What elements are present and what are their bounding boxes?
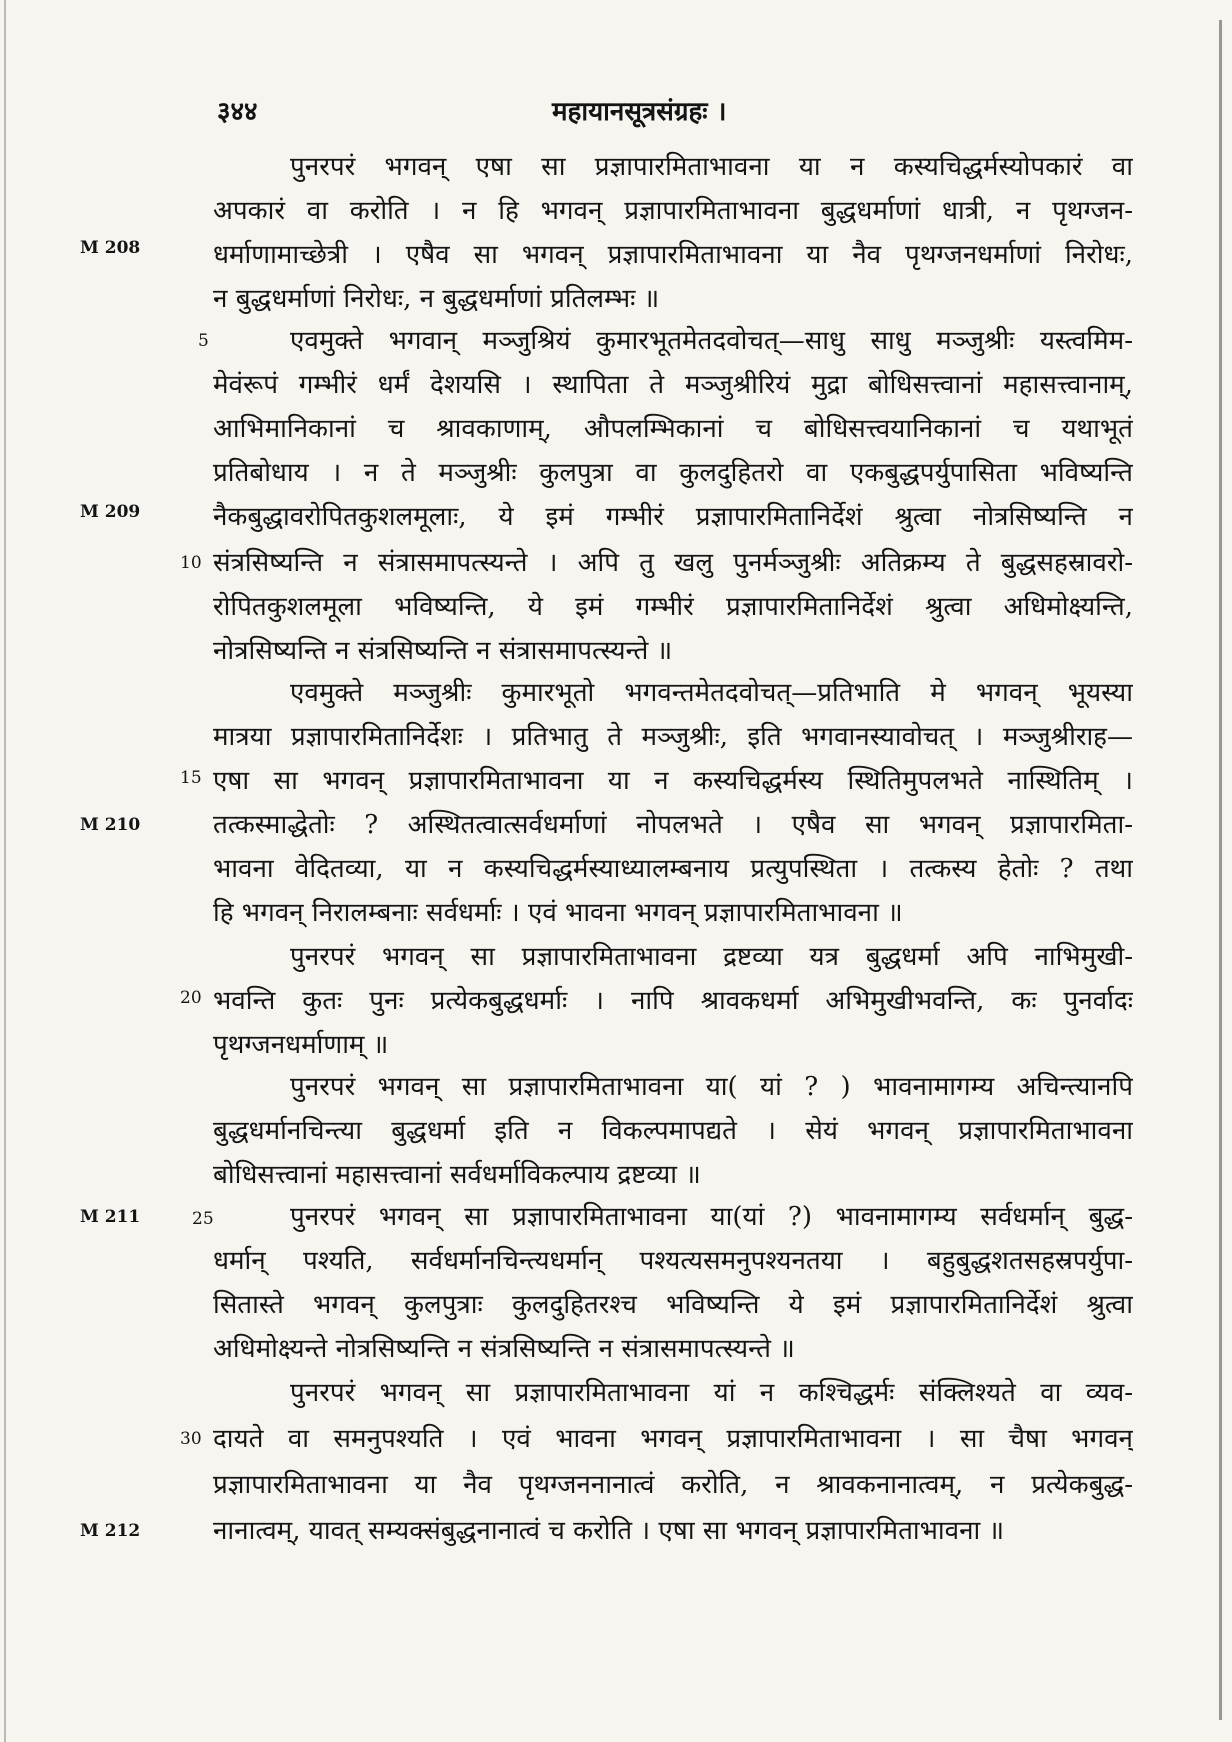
- text-line: आभिमानिकानां च श्रावकाणाम्, औपलम्भिकानां च बोधिसत्त्वयानिकानां च यथाभूतं: [213, 414, 1133, 444]
- line-number-5: 5: [198, 331, 209, 351]
- page-header: [0, 92, 1232, 132]
- text-line: अधिमोक्ष्यन्ते नोत्रसिष्यन्ति न संत्रसिष्यन्ति न संत्रासमापत्स्यन्ते ॥: [213, 1334, 795, 1364]
- text-line: नोत्रसिष्यन्ति न संत्रसिष्यन्ति न संत्रासमापत्स्यन्ते ॥: [213, 636, 673, 666]
- text-line: मेवंरूपं गम्भीरं धर्मं देशयसि । स्थापिता ते मञ्जुश्रीरियं मुद्रा बोधिसत्त्वानां महासत्त्वानाम्,: [213, 370, 1133, 400]
- text-line: एवमुक्ते मञ्जुश्रीः कुमारभूतो भगवन्तमेतदवोचत्—प्रतिभाति मे भगवन् भूयस्या: [290, 678, 1133, 708]
- text-line: पृथग्जनधर्माणाम् ॥: [213, 1030, 389, 1060]
- text-line: नानात्वम्, यावत् सम्यक्संबुद्धनानात्वं च करोति । एषा सा भगवन् प्रज्ञापारमिताभावना ॥: [213, 1516, 1005, 1546]
- text-line: एवमुक्ते भगवान् मञ्जुश्रियं कुमारभूतमेतदवोचत्—साधु साधु मञ्जुश्रीः यस्त्वमिम-: [290, 326, 1133, 356]
- page-edge-left: [4, 0, 6, 1742]
- line-number-15: 15: [180, 768, 202, 788]
- text-line: धर्मान् पश्यति, सर्वधर्मानचिन्त्यधर्मान् पश्यत्यसमनुपश्यनतया । बहुबुद्धशतसहस्रपर्युपा-: [213, 1246, 1133, 1276]
- text-line: रोपितकुशलमूला भविष्यन्ति, ये इमं गम्भीरं प्रज्ञापारमितानिर्देशं श्रुत्वा अधिमोक्ष्यन्ति,: [213, 592, 1133, 622]
- line-number-10: 10: [180, 553, 202, 573]
- text-line: दायते वा समनुपश्यति । एवं भावना भगवन् प्रज्ञापारमिताभावना । सा चैषा भगवन्: [213, 1424, 1133, 1454]
- text-line: पुनरपरं भगवन् सा प्रज्ञापारमिताभावना या( यां ? ) भावनामागम्य अचिन्त्यानपि: [290, 1072, 1133, 1102]
- text-line: नैकबुद्धावरोपितकुशलमूलाः, ये इमं गम्भीरं प्रज्ञापारमितानिर्देशं श्रुत्वा नोत्रसिष्यन्ति न: [213, 502, 1133, 532]
- text-line: पुनरपरं भगवन् एषा सा प्रज्ञापारमिताभावना या न कस्यचिद्धर्मस्योपकारं वा: [290, 152, 1133, 182]
- text-line: एषा सा भगवन् प्रज्ञापारमिताभावना या न कस्यचिद्धर्मस्य स्थितिमुपलभते नास्थितिम् ।: [213, 766, 1133, 796]
- text-line: अपकारं वा करोति । न हि भगवन् प्रज्ञापारमिताभावना बुद्धधर्माणां धात्री, न पृथग्जन-: [213, 196, 1133, 226]
- text-line: न बुद्धधर्माणां निरोधः, न बुद्धधर्माणां प्रतिलम्भः ॥: [213, 284, 660, 314]
- line-number-30: 30: [180, 1429, 202, 1449]
- margin-ref-m212: M 212: [80, 1521, 141, 1541]
- text-line: प्रतिबोधाय । न ते मञ्जुश्रीः कुलपुत्रा वा कुलदुहितरो वा एकबुद्धपर्युपासिता भविष्यन्ति: [213, 458, 1133, 488]
- text-line: हि भगवन् निरालम्बनाः सर्वधर्माः । एवं भावना भगवन् प्रज्ञापारमिताभावना ॥: [213, 898, 903, 928]
- text-line: बोधिसत्त्वानां महासत्त्वानां सर्वधर्माविकल्पाय द्रष्टव्या ॥: [213, 1160, 701, 1190]
- page-number: ३४४: [217, 97, 258, 127]
- margin-ref-m211: M 211: [80, 1207, 141, 1227]
- running-title: महायानसूत्रसंग्रहः ।: [552, 97, 727, 127]
- text-line: प्रज्ञापारमिताभावना या नैव पृथग्जननानात्वं करोति, न श्रावकनानात्वम्, न प्रत्येकबुद्ध-: [213, 1470, 1133, 1500]
- text-line: पुनरपरं भगवन् सा प्रज्ञापारमिताभावना द्रष्टव्या यत्र बुद्धधर्मा अपि नाभिमुखी-: [290, 942, 1133, 972]
- text-line: पुनरपरं भगवन् सा प्रज्ञापारमिताभावना यां न कश्चिद्धर्मः संक्लिश्यते वा व्यव-: [290, 1378, 1133, 1408]
- text-line: पुनरपरं भगवन् सा प्रज्ञापारमिताभावना या(यां ?) भावनामागम्य सर्वधर्मान् बुद्ध-: [290, 1202, 1133, 1232]
- text-line: मात्रया प्रज्ञापारमितानिर्देशः । प्रतिभातु ते मञ्जुश्रीः, इति भगवानस्यावोचत् । मञ्जुश्रीराह—: [213, 722, 1133, 752]
- text-line: सितास्ते भगवन् कुलपुत्राः कुलदुहितरश्च भविष्यन्ति ये इमं प्रज्ञापारमितानिर्देशं श्रुत्वा: [213, 1290, 1133, 1320]
- text-line: बुद्धधर्मानचिन्त्या बुद्धधर्मा इति न विकल्पमापद्यते । सेयं भगवन् प्रज्ञापारमिताभावना: [213, 1116, 1133, 1146]
- page-edge-right: [1219, 20, 1222, 1720]
- text-line: भावना वेदितव्या, या न कस्यचिद्धर्मस्याध्यालम्बनाय प्रत्युपस्थिता । तत्कस्य हेतोः ? तथा: [213, 854, 1133, 884]
- text-line: भवन्ति कुतः पुनः प्रत्येकबुद्धधर्माः । नापि श्रावकधर्मा अभिमुखीभवन्ति, कः पुनर्वादः: [213, 986, 1133, 1016]
- text-line: तत्कस्माद्धेतोः ? अस्थितत्वात्सर्वधर्माणां नोपलभते । एषैव सा भगवन् प्रज्ञापारमिता-: [213, 810, 1133, 840]
- text-line: धर्माणामाच्छेत्री । एषैव सा भगवन् प्रज्ञापारमिताभावना या नैव पृथग्जनधर्माणां निरोधः,: [213, 240, 1133, 270]
- margin-ref-m208: M 208: [80, 238, 141, 258]
- margin-ref-m210: M 210: [80, 815, 141, 835]
- line-number-20: 20: [180, 988, 202, 1008]
- text-line: संत्रसिष्यन्ति न संत्रासमापत्स्यन्ते । अपि तु खलु पुनर्मञ्जुश्रीः अतिक्रम्य ते बुद्धसहस्रावरो-: [213, 548, 1133, 578]
- margin-ref-m209: M 209: [80, 502, 141, 522]
- line-number-25: 25: [192, 1209, 214, 1229]
